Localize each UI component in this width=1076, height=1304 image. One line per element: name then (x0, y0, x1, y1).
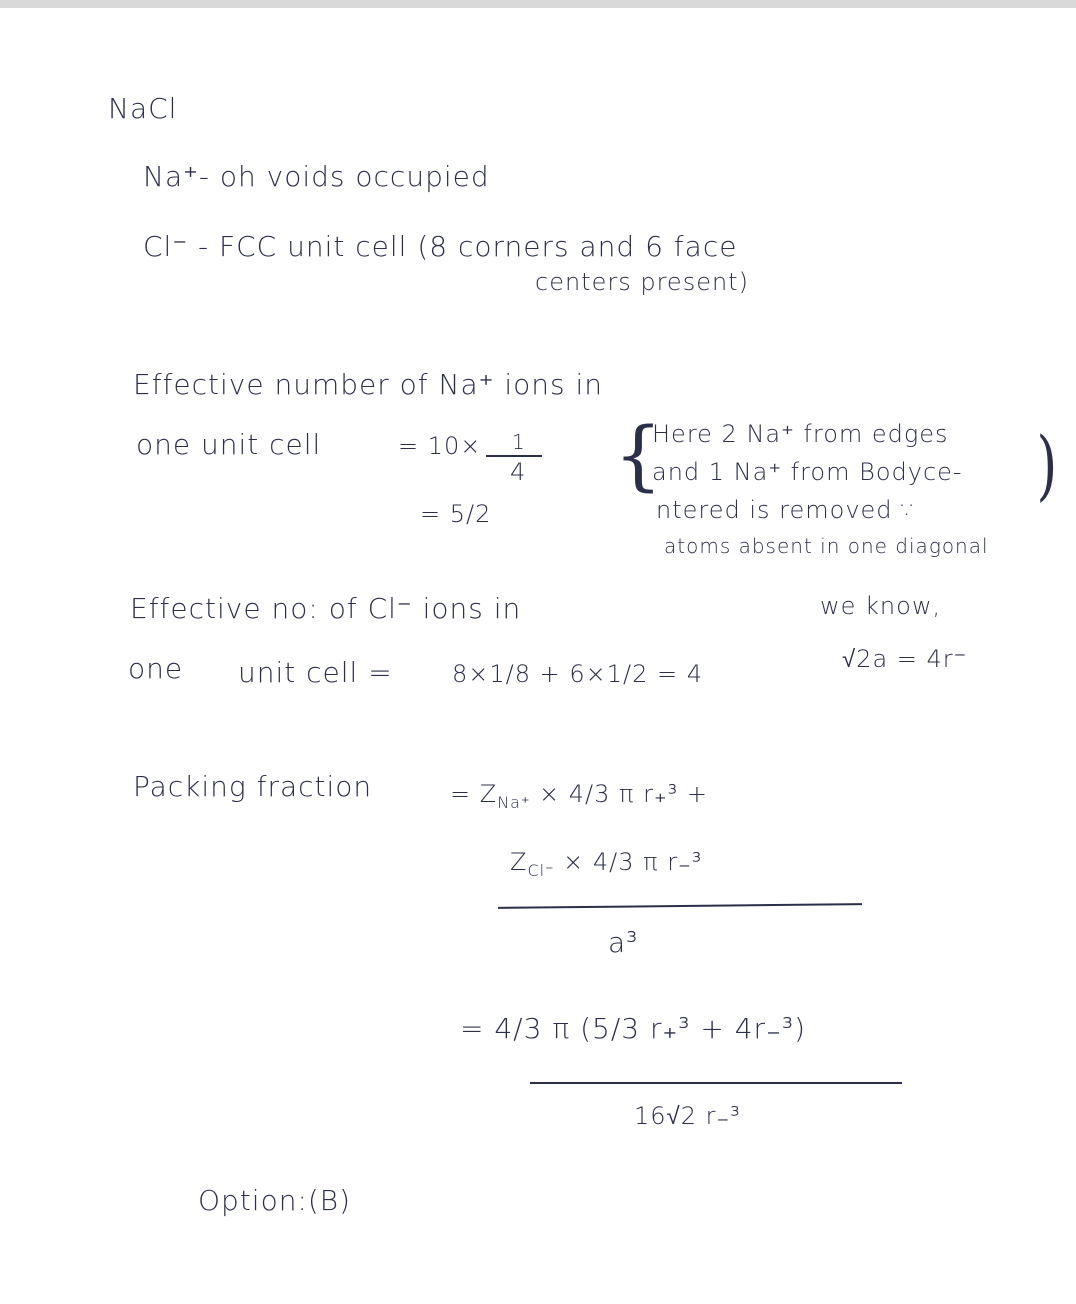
packing-z-na: = Z (450, 780, 498, 808)
cl-occupancy-line: Cl⁻ - FCC unit cell (8 corners and 6 face (143, 230, 738, 263)
packing-num-line1 (450, 780, 708, 812)
na-count-label: one unit cell (136, 428, 322, 461)
packing-frac-bar-1 (498, 903, 862, 909)
packing-label: Packing fraction (133, 770, 373, 803)
we-know-label: we know, (820, 592, 942, 620)
packing-num-line2-rest: × 4/3 π r₋³ (563, 848, 703, 876)
packing-frac-bar-2 (530, 1082, 902, 1084)
note-line-2: and 1 Na⁺ from Bodyce- (652, 458, 963, 486)
packing-z-na-sub: Na⁺ (497, 792, 531, 812)
packing-z-cl: Z (510, 848, 528, 876)
na-count-expr: = 10× (398, 432, 482, 460)
na-count-heading: Effective number of Na⁺ ions in (133, 368, 604, 401)
note-line-4: atoms absent in one diagonal (664, 534, 989, 558)
packing-z-cl-sub: Cl⁻ (527, 860, 555, 880)
na-count-result: = 5/2 (420, 500, 492, 528)
top-scan-border (0, 0, 1076, 8)
cl-count-label-one: one (128, 652, 184, 685)
na-frac-num: 1 (512, 430, 526, 454)
cl-count-heading: Effective no: of Cl⁻ ions in (130, 592, 522, 625)
packing-step2-den: 16√2 r₋³ (634, 1102, 741, 1130)
na-frac-den: 4 (510, 458, 527, 486)
note-left-brace: { (614, 410, 663, 499)
na-frac-bar (486, 455, 542, 457)
packing-num-line1-rest: × 4/3 π r₊³ + (539, 780, 709, 808)
packing-den: a³ (608, 926, 639, 959)
answer-option: Option:(B) (198, 1184, 352, 1217)
cl-count-expr: 8×1/8 + 6×1/2 = 4 (452, 660, 704, 688)
note-right-brace: ) (1036, 420, 1058, 509)
cl-count-label-rest: unit cell = (238, 656, 393, 689)
relation-eq: √2a = 4r⁻ (842, 645, 968, 673)
note-line-1: Here 2 Na⁺ from edges (652, 420, 949, 448)
packing-step2-num: = 4/3 π (5/3 r₊³ + 4r₋³) (460, 1012, 806, 1045)
title-nacl: NaCl (108, 92, 178, 125)
packing-num-line2 (510, 848, 702, 880)
note-line-3: ntered is removed ∵ (656, 496, 918, 524)
na-occupancy-line: Na⁺- oh voids occupied (143, 160, 490, 193)
cl-occupancy-line-cont: centers present) (535, 268, 749, 296)
